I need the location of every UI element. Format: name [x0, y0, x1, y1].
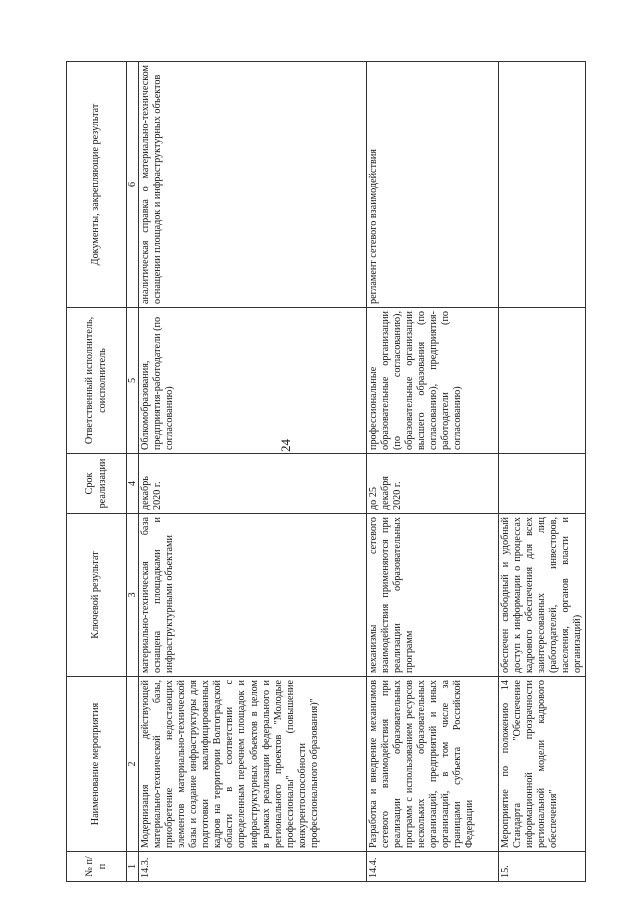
table-header-row — [67, 62, 127, 882]
measures-table — [66, 61, 586, 882]
header-documents: Документы, закрепляющие результат — [67, 62, 127, 308]
column-number: 5 — [127, 308, 139, 454]
row-deadline — [499, 454, 586, 514]
header-event: Наименование мероприятия — [67, 677, 127, 852]
row-result: механизмы сетевого взаимодействия применяются при реализации образовательных программ — [367, 514, 499, 677]
column-number: 3 — [127, 514, 139, 677]
row-documents — [499, 62, 586, 308]
header-num: № п/п — [67, 852, 127, 882]
header-executor: Ответственный исполнитель, соисполнитель — [67, 308, 127, 454]
row-event: Мероприятие по положению 14 Стандарта "Обеспечение информационной прозрачности региональной модели кадрового обеспечения" — [499, 677, 586, 852]
header-deadline: Срок реализации — [67, 454, 127, 514]
row-documents: регламент сетевого взаимодействия — [367, 62, 499, 308]
table-row — [367, 62, 499, 882]
table-row — [499, 62, 586, 882]
column-number: 1 — [127, 852, 139, 882]
row-executor: Облкомобразования, предприятия-работодатели (по согласованию) — [139, 308, 367, 454]
row-result: материально-техническая база оснащена площадками и инфраструктурными объектами — [139, 514, 367, 677]
row-deadline: до 25 декабря 2020 г. — [367, 454, 499, 514]
row-executor: профессиональные образовательные организации (по согласованию), образовательные организации высшего образования (по согласованию), предприятия-работодатели (по согласованию) — [367, 308, 499, 454]
column-number-row — [127, 62, 139, 882]
table-row — [139, 62, 367, 882]
column-number: 4 — [127, 454, 139, 514]
row-documents: аналитическая справка о материально-техническом оснащении площадок и инфраструктурных объектов — [139, 62, 367, 308]
row-number: 14.4. — [367, 852, 499, 882]
row-number: 15. — [499, 852, 586, 882]
row-executor — [499, 308, 586, 454]
page-number: 24 — [278, 439, 293, 452]
row-event: Разработка и внедрение механизмов сетевого взаимодействия при реализации образовательных программ с использованием ресурсов нескольких образовательных организаций, предприятий и иных организаций, в том числе за границами субъекта Российской Федерации — [367, 677, 499, 852]
row-number: 14.3. — [139, 852, 367, 882]
header-result: Ключевой результат — [67, 514, 127, 677]
row-event: Модернизация действующей материально-технической базы, приобретение недостающих элементов материально-технической базы и создание инфраструктуры для подготовки квалифицированных кадров на территории Волгоградской области в соответствии с определенным перечнем площадок и инфраструктурных объектов в целом в рамках реализации федерального и регионального проектов "Молодые профессионалы" (повышение конкурентоспособности профессионального образования)" — [139, 677, 367, 852]
column-number: 2 — [127, 677, 139, 852]
row-deadline: декабрь 2020 г. — [139, 454, 367, 514]
row-result: обеспечен свободный и удобный доступ к информации о процессах кадрового обеспечения для всех заинтересованных лиц (работодателей, инвесторов, населения, органов власти и организаций) — [499, 514, 586, 677]
column-number: 6 — [127, 62, 139, 308]
measures-table-wrapper — [66, 62, 584, 882]
